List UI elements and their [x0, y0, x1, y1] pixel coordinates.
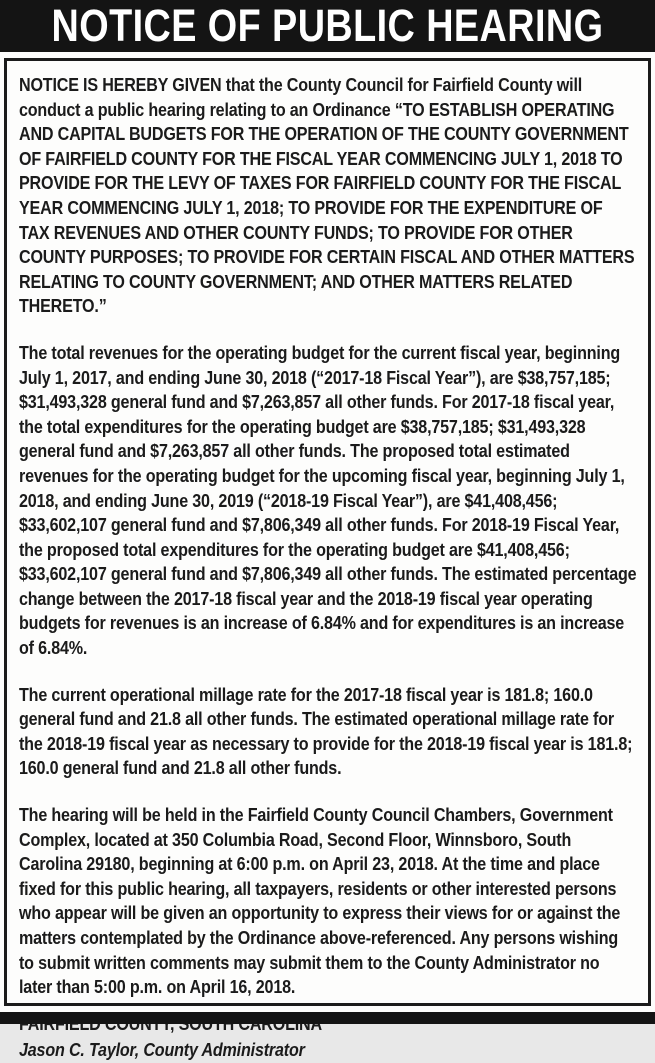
bottom-rule: [0, 1012, 655, 1024]
paragraph-legal-notice: [19, 73, 637, 319]
notice-title: NOTICE OF PUBLIC HEARING: [51, 0, 604, 51]
notice-header-bar: [0, 0, 655, 52]
paragraph-millage-rates: The current operational millage rate for the 2017-18 fiscal year is 181.8; 160.0 general fund and 21.8 all other funds. The estimated operational millage rate for the 2018-19 fiscal year as necessary to provide for the 2018-19 fiscal year is 181.8; 160.0 general fund and 21.8 all other funds.: [19, 683, 633, 779]
ordinance-title-text: “TO ESTABLISH OPERATING AND CAPITAL BUDGETS FOR THE OPERATION OF THE COUNTY GOVERNMENT OF FAIRFIELD COUNTY FOR THE FISCAL YEAR COMMENCING JULY 1, 2018 TO PROVIDE FOR THE LEVY OF TAXES FOR FAIRFIELD COUNTY FOR THE FISCAL YEAR COMMENCING JULY 1, 2018; TO PROVIDE FOR THE EXPENDITURE OF TAX REVENUES AND OTHER COUNTY FUNDS; TO PROVIDE FOR OTHER COUNTY PURPOSES; TO PROVIDE FOR CERTAIN FISCAL AND OTHER MATTERS RELATING TO COUNTY GOVERNMENT; AND OTHER MATTERS RELATED THERETO.”: [19, 98, 635, 317]
paragraph-hearing-details: The hearing will be held in the Fairfield County Council Chambers, Government Complex, located at 350 Columbia Road, Second Floor, Winnsboro, South Carolina 29180, beginning at 6:00 p.m. on April 23, 2018. At the time and place fixed for this public hearing, all taxpayers, residents or other interested persons who appear will be given an opportunity to express their views for or against the matters contemplated by the Ordinance above-referenced. Any persons wishing to submit written comments may submit them to the County Administrator no later than 5:00 p.m. on April 16, 2018.: [19, 804, 621, 998]
paragraph-budget-figures: The total revenues for the operating budget for the current fiscal year, beginning July 1, 2017, and ending June 30, 2018 (“2017-18 Fiscal Year”), are $38,757,185; $31,493,328 general fund and $7,263,857 all other funds. For 2017-18 fiscal year, the total expenditures for the operating budget are $38,757,185; $31,493,328 general fund and $7,263,857 all other funds. The proposed total estimated revenues for the operating budget for the upcoming fiscal year, beginning July 1, 2018, and ending June 30, 2019 (“2018-19 Fiscal Year”), are $41,408,456; $33,602,107 general fund and $7,806,349 all other funds. For 2018-19 Fiscal Year, the proposed total expenditures for the operating budget are $41,408,456; $33,602,107 general fund and $7,806,349 all other funds. The estimated percentage change between the 2017-18 fiscal year and the 2018-19 fiscal year operating budgets for revenues is an increase of 6.84% and for expenditures is an increase of 6.84%.: [19, 341, 637, 659]
notice-body-box: [4, 58, 651, 1061]
notice-text-block: [19, 73, 637, 1063]
signature-administrator: Jason C. Taylor, County Administrator: [19, 1039, 305, 1061]
notice-given-text: NOTICE IS HEREBY GIVEN that the County Council for Fairfield County will conduct a public hearing relating to an Ordinance: [19, 74, 583, 120]
